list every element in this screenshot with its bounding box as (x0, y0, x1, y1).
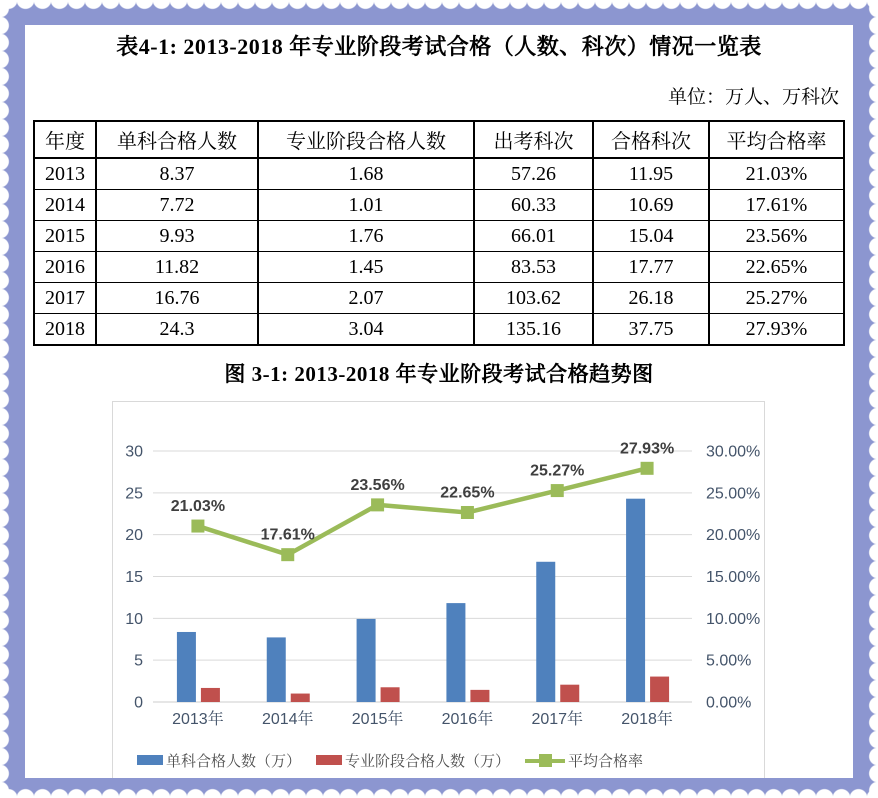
table-cell: 2013 (34, 158, 96, 190)
data-label: 25.27% (530, 462, 585, 480)
table-cell: 2015 (34, 221, 96, 252)
data-label: 21.03% (170, 498, 226, 516)
right-axis-tick: 15.00% (706, 569, 761, 586)
column-header: 年度 (34, 121, 96, 158)
bar-stage-pass (201, 688, 220, 702)
table-row (34, 190, 844, 221)
table-row (34, 252, 844, 283)
category-label: 2013年 (172, 711, 224, 728)
right-axis-tick: 0.00% (706, 694, 752, 712)
column-header: 平均合格率 (709, 121, 844, 158)
table-row (34, 283, 844, 314)
table-cell: 22.65% (709, 252, 844, 283)
table-cell: 26.18 (593, 283, 709, 314)
left-axis-tick: 10 (125, 610, 143, 628)
legend-label: 平均合格率 (568, 753, 644, 770)
table-cell: 1.68 (258, 158, 474, 190)
table-cell: 2016 (34, 252, 96, 283)
bar-single-pass (177, 632, 196, 702)
table-title: 表4-1: 2013-2018 年专业阶段考试合格（人数、科次）情况一览表 (116, 34, 762, 59)
table-body (34, 158, 844, 345)
unit-note: 单位：万人、万科次 (667, 87, 839, 108)
bar-stage-pass (470, 690, 489, 702)
table-header (34, 121, 844, 158)
table-cell: 2018 (34, 314, 96, 346)
table-cell: 27.93% (709, 314, 844, 346)
table-cell: 37.75 (593, 314, 709, 346)
table-cell: 11.95 (593, 158, 709, 190)
right-axis-tick: 20.00% (706, 527, 761, 545)
table-cell: 135.16 (474, 314, 593, 346)
line-marker (281, 548, 294, 561)
line-marker (371, 498, 384, 511)
table-cell: 2017 (34, 283, 96, 314)
legend-line-marker (539, 754, 552, 767)
legend-label: 专业阶段合格人数（万） (345, 753, 511, 770)
table-cell: 57.26 (474, 158, 593, 190)
line-marker (191, 520, 204, 533)
right-axis-tick: 5.00% (706, 652, 752, 670)
line-marker (551, 484, 564, 497)
table-cell: 2.07 (258, 283, 474, 314)
category-label: 2018年 (621, 711, 673, 728)
column-header: 单科合格人数 (96, 121, 258, 158)
right-axis-tick: 10.00% (706, 610, 761, 628)
bar-single-pass (626, 499, 645, 702)
left-axis-tick: 5 (134, 652, 143, 670)
table-header-row (34, 121, 844, 158)
table-cell: 103.62 (474, 283, 593, 314)
bar-single-pass (446, 603, 465, 702)
table-cell: 21.03% (709, 158, 844, 190)
trend-chart (112, 401, 765, 778)
right-axis-tick: 30.00% (706, 443, 761, 461)
table-cell: 17.61% (709, 190, 844, 221)
table-cell: 83.53 (474, 252, 593, 283)
legend-line-swatch-icon (525, 754, 565, 767)
bar-single-pass (357, 619, 376, 702)
chart-legend (137, 750, 643, 770)
category-label: 2016年 (441, 711, 494, 728)
bar-stage-pass (381, 687, 400, 702)
table-cell: 11.82 (96, 252, 258, 283)
line-marker (641, 462, 654, 475)
column-header: 出考科次 (474, 121, 593, 158)
table-cell: 3.04 (258, 314, 474, 346)
table-cell: 23.56% (709, 221, 844, 252)
legend-item (525, 750, 643, 771)
column-header: 合格科次 (593, 121, 709, 158)
table-cell: 66.01 (474, 221, 593, 252)
line-marker (461, 506, 474, 519)
figure-title: 图 3-1: 2013-2018 年专业阶段考试合格趋势图 (224, 362, 654, 386)
page-content (25, 25, 853, 778)
data-label: 23.56% (350, 476, 405, 494)
legend-bar-swatch-icon (316, 755, 342, 765)
legend-item (137, 750, 301, 771)
table-cell: 10.69 (593, 190, 709, 221)
table-cell: 9.93 (96, 221, 258, 252)
table-cell: 8.37 (96, 158, 258, 190)
left-axis-tick: 25 (125, 485, 143, 503)
table-cell: 1.01 (258, 190, 474, 221)
data-label: 22.65% (440, 484, 495, 502)
left-axis-tick: 30 (125, 443, 143, 461)
table-cell: 16.76 (96, 283, 258, 314)
bar-stage-pass (650, 677, 669, 702)
legend-bar-swatch-icon (137, 755, 163, 765)
data-label: 17.61% (260, 526, 315, 544)
left-axis-tick: 0 (134, 694, 143, 712)
bar-single-pass (536, 562, 555, 702)
table-cell: 2014 (34, 190, 96, 221)
category-label: 2015年 (351, 711, 404, 728)
table-cell: 1.45 (258, 252, 474, 283)
legend-label: 单科合格人数（万） (166, 753, 302, 770)
table-row (34, 221, 844, 252)
table-cell: 24.3 (96, 314, 258, 346)
bar-single-pass (267, 637, 286, 702)
table-cell: 15.04 (593, 221, 709, 252)
right-axis-tick: 25.00% (706, 485, 761, 503)
category-label: 2017年 (531, 711, 584, 728)
left-axis-tick: 15 (125, 569, 143, 586)
table-row (34, 158, 844, 190)
bar-stage-pass (560, 685, 579, 702)
legend-item (316, 750, 510, 771)
table-cell: 60.33 (474, 190, 593, 221)
trend-chart-canvas (113, 402, 764, 748)
column-header: 专业阶段合格人数 (258, 121, 474, 158)
table-cell: 7.72 (96, 190, 258, 221)
data-label: 27.93% (619, 440, 675, 458)
left-axis-tick: 20 (125, 527, 143, 545)
category-label: 2014年 (261, 711, 314, 728)
bar-stage-pass (291, 694, 310, 702)
stats-table (33, 120, 845, 346)
table-row (34, 314, 844, 346)
table-cell: 17.77 (593, 252, 709, 283)
table-cell: 25.27% (709, 283, 844, 314)
table-cell: 1.76 (258, 221, 474, 252)
